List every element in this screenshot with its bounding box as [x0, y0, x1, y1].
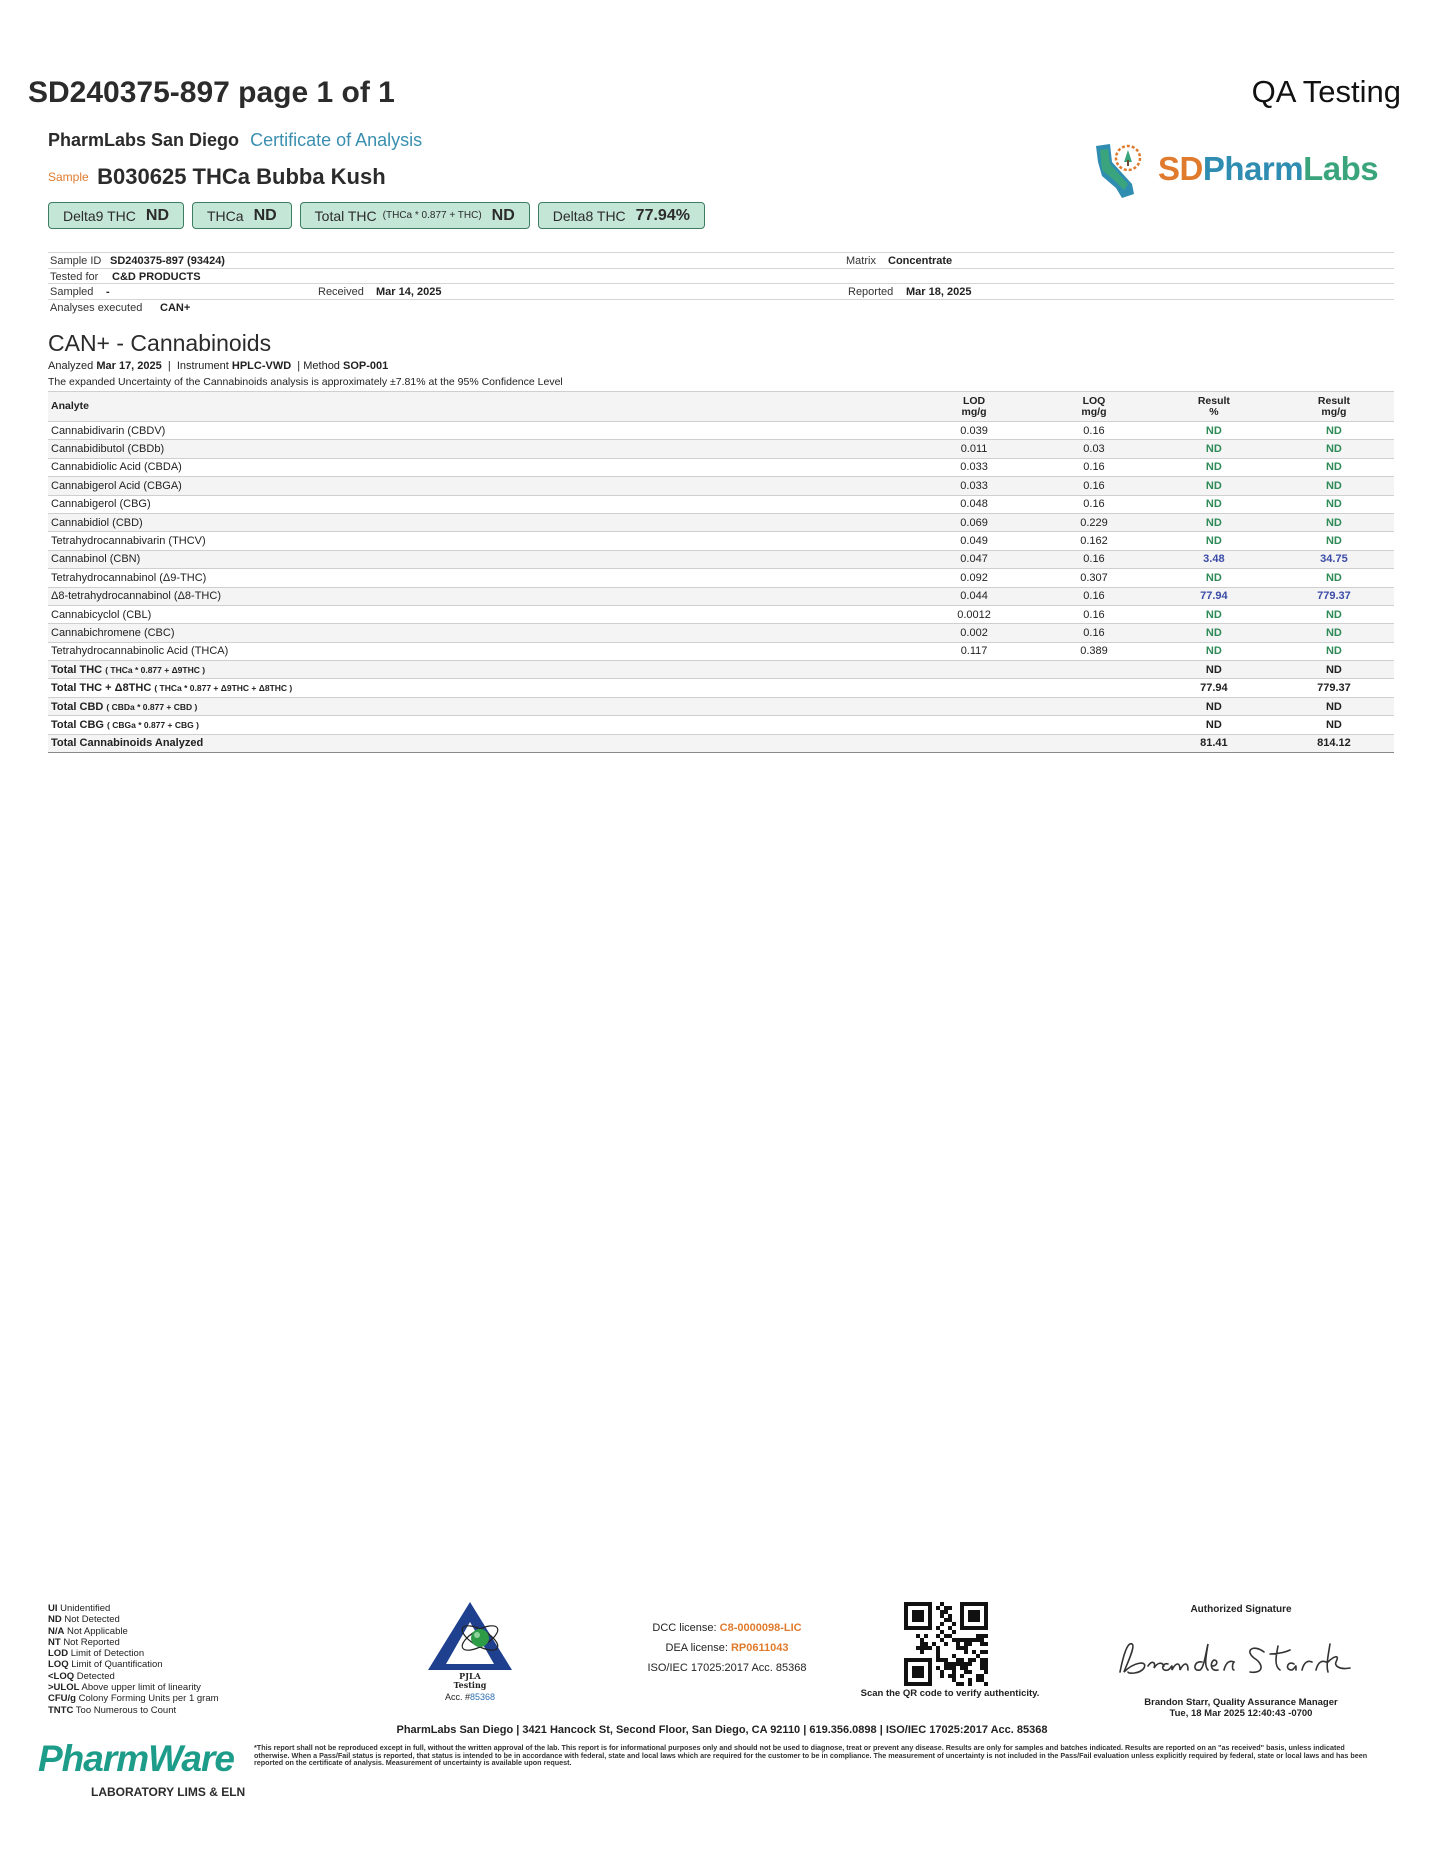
total-formula: ( THCa * 0.877 + Δ9THC ) — [105, 664, 206, 675]
verification-qr-code-icon[interactable] — [904, 1602, 988, 1686]
result-mg: ND — [1274, 697, 1394, 715]
loq-value: 0.16 — [1034, 458, 1154, 476]
signed-timestamp: Tue, 18 Mar 2025 12:40:43 -0700 — [1169, 1708, 1313, 1719]
analyte-name: Cannabidiolic Acid (CBDA) — [48, 458, 914, 476]
lod-value — [914, 661, 1034, 679]
pjla-logo-icon — [424, 1600, 516, 1672]
lod-value: 0.033 — [914, 458, 1034, 476]
total-formula: ( THCa * 0.877 + Δ9THC + Δ8THC ) — [154, 683, 293, 694]
sample-line — [48, 164, 386, 190]
total-row — [48, 697, 1394, 715]
licenses-block — [620, 1618, 834, 1678]
disclaimer-text: *This report shall not be reproduced except in full, without the written approval of the lab. This report is for informational purposes only and should not be used to diagnose, treat or prevent any disease. Results are only for samples and batches indicated. Results are reported on an "as received" basis, unless indicated otherwise. When a Pass/Fail status is reported, that status is intended to be in accordance with federal, state and local laws which are required for the customer to be in compliance. The measurement of uncertainty is not included in the Pass/Fail evaluation unless explicitly required by federal, state or local laws and has been reported on the certificate of analysis. Measurement of uncertainty is available upon request. — [254, 1743, 1368, 1768]
result-percent: ND — [1154, 513, 1274, 531]
loq-value: 0.16 — [1034, 477, 1154, 495]
info-row-tested-for: Tested for C&D PRODUCTS — [48, 268, 1394, 284]
loq-value — [1034, 697, 1154, 715]
qr-caption: Scan the QR code to verify authenticity. — [860, 1688, 1040, 1699]
dcc-license: DCC license: C8-0000098-LIC — [652, 1622, 802, 1634]
result-percent: ND — [1154, 716, 1274, 734]
analyte-name: Cannabigerol Acid (CBGA) — [48, 477, 914, 495]
total-row — [48, 679, 1394, 697]
total-name — [48, 734, 914, 752]
lab-name: PharmLabs San Diego — [48, 130, 240, 150]
legend-item: <LOQ Detected — [48, 1670, 115, 1682]
analyte-name: Tetrahydrocannabinol (Δ9-THC) — [48, 569, 914, 587]
badge-delta8-thc — [538, 202, 705, 229]
authorized-signature-label: Authorized Signature — [1190, 1604, 1292, 1615]
loq-value: 0.229 — [1034, 513, 1154, 531]
analyte-name: Cannabinol (CBN) — [48, 550, 914, 568]
total-label: Total CBG — [51, 718, 104, 731]
badge-formula: (THCa * 0.877 + THC) — [382, 210, 482, 221]
analyte-name: Cannabidiol (CBD) — [48, 513, 914, 531]
lod-value: 0.044 — [914, 587, 1034, 605]
table-row — [48, 495, 1394, 513]
analyte-name: Cannabidibutol (CBDb) — [48, 440, 914, 458]
california-map-icon — [1088, 132, 1158, 204]
result-mg: ND — [1274, 569, 1394, 587]
loq-value: 0.162 — [1034, 532, 1154, 550]
loq-value: 0.03 — [1034, 440, 1154, 458]
result-mg: ND — [1274, 513, 1394, 531]
loq-value: 0.16 — [1034, 495, 1154, 513]
analyte-name: Cannabigerol (CBG) — [48, 495, 914, 513]
analyte-name: Cannabicyclol (CBL) — [48, 605, 914, 623]
result-mg: ND — [1274, 440, 1394, 458]
badge-label: Delta9 THC — [63, 207, 136, 224]
table-row — [48, 422, 1394, 440]
total-name — [48, 679, 914, 697]
loq-value: 0.16 — [1034, 422, 1154, 440]
section-title: CAN+ - Cannabinoids — [48, 330, 272, 356]
result-mg: ND — [1274, 532, 1394, 550]
table-row — [48, 642, 1394, 660]
loq-value: 0.16 — [1034, 624, 1154, 642]
pharmware-wordmark: PharmWare — [38, 1738, 234, 1779]
loq-value: 0.16 — [1034, 550, 1154, 568]
analyte-name: Δ8-tetrahydrocannabinol (Δ8-THC) — [48, 587, 914, 605]
sample-info-block — [48, 252, 1394, 314]
analyte-name: Cannabidivarin (CBDV) — [48, 422, 914, 440]
result-percent: ND — [1154, 440, 1274, 458]
dea-license: DEA license: RP0611043 — [665, 1642, 789, 1654]
total-name — [48, 697, 914, 715]
info-row-dates: Sampled - Received Mar 14, 2025 Reported Mar 18, 2025 — [48, 283, 1394, 299]
summary-badges — [48, 202, 705, 229]
info-row-sample-id: Sample ID SD240375-897 (93424) Matrix Concentrate — [48, 252, 1394, 268]
abbreviation-legend — [48, 1603, 219, 1716]
table-row — [48, 513, 1394, 531]
result-percent: 81.41 — [1154, 734, 1274, 752]
column-header-loq: LOQ mg/g — [1034, 392, 1154, 422]
result-mg: ND — [1274, 605, 1394, 623]
result-mg: ND — [1274, 661, 1394, 679]
pjla-accreditation — [424, 1600, 516, 1710]
table-row — [48, 550, 1394, 568]
result-percent: ND — [1154, 605, 1274, 623]
lod-value: 0.002 — [914, 624, 1034, 642]
pjla-accreditation-number: Acc. #85368 — [444, 1692, 496, 1702]
lab-line — [48, 130, 422, 151]
badge-value: ND — [253, 206, 277, 224]
loq-value — [1034, 716, 1154, 734]
badge-total-thc — [300, 202, 530, 229]
table-row — [48, 569, 1394, 587]
info-row-analyses: Analyses executed CAN+ — [48, 299, 1394, 315]
legend-item: N/A Not Applicable — [48, 1625, 128, 1637]
table-row — [48, 624, 1394, 642]
table-row — [48, 458, 1394, 476]
signer-name: Brandon Starr, Quality Assurance Manager — [1144, 1697, 1338, 1708]
loq-value: 0.389 — [1034, 642, 1154, 660]
legend-item: LOQ Limit of Quantification — [48, 1659, 163, 1671]
legend-item: ND Not Detected — [48, 1614, 120, 1626]
total-label: Total THC + Δ8THC — [51, 682, 152, 695]
legend-item: UI Unidentified — [48, 1603, 111, 1614]
handwritten-signature — [1114, 1632, 1370, 1682]
lod-value: 0.117 — [914, 642, 1034, 660]
lab-address: PharmLabs San Diego | 3421 Hancock St, Second Floor, San Diego, CA 92110 | 619.356.0898 | ISO/IEC 17025:2017 Acc. 85368 — [396, 1724, 1048, 1736]
iso-accreditation: ISO/IEC 17025:2017 Acc. 85368 — [647, 1662, 807, 1674]
result-mg: 814.12 — [1274, 734, 1394, 752]
lod-value: 0.033 — [914, 477, 1034, 495]
legend-item: CFU/g Colony Forming Units per 1 gram — [48, 1693, 219, 1705]
sample-name: B030625 THCa Bubba Kush — [97, 164, 386, 189]
lod-value — [914, 679, 1034, 697]
total-label: Total THC — [51, 663, 103, 676]
badge-thca — [192, 202, 292, 229]
loq-value — [1034, 661, 1154, 679]
loq-value — [1034, 679, 1154, 697]
total-name — [48, 661, 914, 679]
analyte-name: Tetrahydrocannabivarin (THCV) — [48, 532, 914, 550]
column-header-result-mg: Result mg/g — [1274, 392, 1394, 422]
sdpharmlabs-logo — [1088, 132, 1392, 204]
total-label: Total CBD — [51, 700, 104, 713]
total-label: Total Cannabinoids Analyzed — [51, 737, 204, 750]
result-percent: ND — [1154, 569, 1274, 587]
result-mg: 779.37 — [1274, 587, 1394, 605]
result-percent: 77.94 — [1154, 679, 1274, 697]
legend-item: NT Not Reported — [48, 1636, 120, 1648]
pjla-name: PJLA Testing — [453, 1671, 487, 1690]
document-type: Certificate of Analysis — [250, 130, 423, 150]
table-row — [48, 532, 1394, 550]
total-row — [48, 716, 1394, 734]
table-row — [48, 477, 1394, 495]
result-percent: ND — [1154, 422, 1274, 440]
logo-wordmark: SDPharmLabs — [1158, 150, 1379, 187]
lod-value: 0.048 — [914, 495, 1034, 513]
table-header-row — [48, 392, 1394, 422]
result-mg: ND — [1274, 642, 1394, 660]
legend-item: LOD Limit of Detection — [48, 1648, 145, 1660]
analyte-name: Tetrahydrocannabinolic Acid (THCA) — [48, 642, 914, 660]
result-mg: ND — [1274, 458, 1394, 476]
result-percent: ND — [1154, 532, 1274, 550]
result-mg: ND — [1274, 624, 1394, 642]
result-percent: ND — [1154, 477, 1274, 495]
total-formula: ( CBGa * 0.877 + CBG ) — [107, 719, 199, 730]
lod-value: 0.0012 — [914, 605, 1034, 623]
lod-value — [914, 734, 1034, 752]
analyte-name: Cannabichromene (CBC) — [48, 624, 914, 642]
column-header-analyte: Analyte — [48, 392, 914, 422]
loq-value: 0.16 — [1034, 605, 1154, 623]
lod-value: 0.049 — [914, 532, 1034, 550]
result-mg: ND — [1274, 716, 1394, 734]
lod-value: 0.047 — [914, 550, 1034, 568]
result-percent: 77.94 — [1154, 587, 1274, 605]
result-percent: 3.48 — [1154, 550, 1274, 568]
legend-item: TNTC Too Numerous to Count — [48, 1704, 177, 1716]
total-row — [48, 734, 1394, 752]
lod-value — [914, 697, 1034, 715]
table-body — [48, 422, 1394, 753]
column-header-lod: LOD mg/g — [914, 392, 1034, 422]
table-row — [48, 605, 1394, 623]
qa-testing-title: QA Testing — [1251, 74, 1401, 109]
badge-delta9-thc — [48, 202, 184, 229]
signer-block — [1120, 1697, 1362, 1719]
result-mg: ND — [1274, 477, 1394, 495]
loq-value — [1034, 734, 1154, 752]
pharmware-tagline: LABORATORY LIMS & ELN — [91, 1785, 246, 1799]
badge-value: ND — [145, 206, 169, 224]
result-percent: ND — [1154, 661, 1274, 679]
loq-value: 0.16 — [1034, 587, 1154, 605]
cannabinoid-results-table — [48, 391, 1394, 753]
lod-value: 0.011 — [914, 440, 1034, 458]
loq-value: 0.307 — [1034, 569, 1154, 587]
total-formula: ( CBDa * 0.877 + CBD ) — [106, 701, 198, 712]
badge-label: THCa — [207, 207, 244, 224]
result-percent: ND — [1154, 495, 1274, 513]
result-mg: 779.37 — [1274, 679, 1394, 697]
lod-value: 0.069 — [914, 513, 1034, 531]
lod-value: 0.092 — [914, 569, 1034, 587]
document-id: SD240375-897 page 1 of 1 — [28, 76, 395, 109]
uncertainty-note: The expanded Uncertainty of the Cannabinoids analysis is approximately ±7.81% at the 95% Confidence Level — [48, 376, 563, 388]
result-mg: ND — [1274, 422, 1394, 440]
result-percent: ND — [1154, 624, 1274, 642]
pharmware-logo — [36, 1738, 246, 1804]
analysis-details: Analyzed Mar 17, 2025 | Instrument HPLC-VWD | Method SOP-001 — [48, 360, 389, 372]
sample-tag: Sample — [48, 170, 89, 184]
badge-label: Delta8 THC — [552, 207, 626, 224]
table-row — [48, 440, 1394, 458]
badge-value: 77.94% — [635, 206, 690, 224]
result-mg: 34.75 — [1274, 550, 1394, 568]
column-header-result-percent: Result % — [1154, 392, 1274, 422]
result-percent: ND — [1154, 458, 1274, 476]
lod-value: 0.039 — [914, 422, 1034, 440]
result-mg: ND — [1274, 495, 1394, 513]
table-row — [48, 587, 1394, 605]
badge-value: ND — [491, 206, 515, 224]
legend-item: >ULOL Above upper limit of linearity — [48, 1682, 201, 1694]
lod-value — [914, 716, 1034, 734]
total-name — [48, 716, 914, 734]
result-percent: ND — [1154, 697, 1274, 715]
result-percent: ND — [1154, 642, 1274, 660]
badge-label: Total THC — [314, 207, 377, 224]
total-row — [48, 661, 1394, 679]
